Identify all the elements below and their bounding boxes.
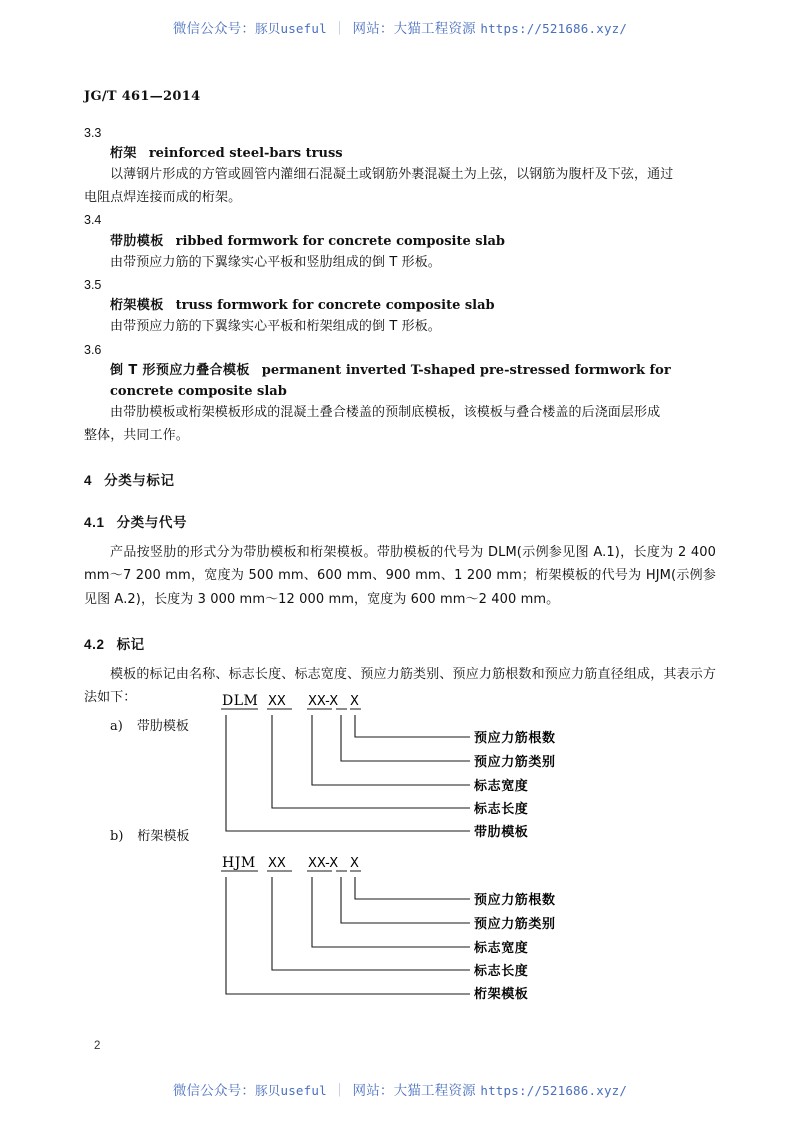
- dlm-callout-0: 预应力筋根数: [474, 731, 556, 746]
- designation-diagram-hjm: [0, 848, 800, 1003]
- dlm-field-length: XX: [268, 694, 286, 709]
- section-title-4: 分类与标记: [104, 472, 175, 489]
- section-number-4: 4: [84, 472, 93, 488]
- paragraph-4-2: 模板的标记由名称、标志长度、标志宽度、预应力筋类别、预应力筋根数和预应力筋直径组成，其表示方法如下：: [84, 667, 716, 706]
- term-heading-3-5: [84, 295, 716, 316]
- watermark-wechat-label: 微信公众号：: [172, 21, 256, 37]
- hjm-field-count: X: [350, 856, 359, 871]
- section-title-4-2: 标记: [116, 637, 145, 654]
- hjm-callout-1: 预应力筋类别: [474, 917, 556, 932]
- dlm-code-text: DLM: [222, 693, 259, 709]
- watermark-bottom-site-value: 大猫工程资源: [393, 1083, 476, 1099]
- watermark-bottom-wechat-value: 豚贝useful: [255, 1083, 327, 1098]
- hjm-callout-2: 标志宽度: [474, 941, 529, 956]
- term-en-3-3: reinforced steel-bars truss: [148, 146, 343, 162]
- designation-diagram-dlm-svg: [0, 688, 800, 838]
- watermark-bottom-url: https://521686.xyz/: [480, 1083, 628, 1098]
- dlm-callout-1: 预应力筋类别: [474, 755, 556, 770]
- hjm-callout-4: 桁架模板: [474, 987, 529, 1002]
- hjm-callout-3: 标志长度: [474, 964, 529, 979]
- clause-number-3-3: 3.3: [84, 126, 102, 140]
- term-cn-3-4: 带肋模板: [110, 233, 164, 249]
- list-marker-b: b): [110, 829, 124, 844]
- section-heading-4-2: [84, 633, 716, 653]
- dlm-callout-2: 标志宽度: [474, 779, 529, 794]
- body-column: [84, 122, 716, 738]
- dlm-callout-3: 标志长度: [474, 802, 529, 817]
- dlm-callout-4: 带肋模板: [474, 825, 529, 838]
- section-title-4-1: 分类与代号: [116, 514, 188, 531]
- designation-diagram-hjm-svg: [0, 848, 800, 1003]
- watermark-site-value: 大猫工程资源: [393, 21, 476, 37]
- watermark-top: [0, 17, 800, 37]
- term-definition-3-3-line2: 电阻点焊连接而成的桁架。: [84, 189, 242, 205]
- list-label-a: 带肋模板: [136, 718, 189, 734]
- watermark-bottom-separator: ｜: [332, 1083, 347, 1099]
- term-cn-3-3: 桁架: [110, 146, 137, 162]
- watermark-url: https://521686.xyz/: [480, 21, 628, 36]
- term-heading-3-4: [84, 231, 716, 252]
- term-definition-3-6-line2: 整体，共同工作。: [84, 427, 189, 443]
- dlm-leader-lines: [226, 715, 470, 831]
- hjm-code-text: HJM: [222, 855, 256, 871]
- list-item-b-wrap: [84, 826, 716, 848]
- watermark-wechat-value: 豚贝useful: [255, 21, 327, 36]
- term-definition-3-6-line1: 由带肋模板或桁架模板形成的混凝土叠合楼盖的预制底模板，该模板与叠合楼盖的后浇面层形成: [110, 405, 661, 421]
- dlm-field-count: X: [350, 694, 359, 709]
- hjm-field-width-type: XX-X: [308, 856, 339, 871]
- list-label-b: 桁架模板: [137, 829, 190, 844]
- watermark-bottom-wechat-label: 微信公众号：: [172, 1083, 256, 1099]
- page-number: 2: [94, 1040, 101, 1052]
- section-heading-4-1: [84, 511, 716, 531]
- clause-number-3-6: 3.6: [84, 342, 102, 357]
- paragraph-4-1: 产品按竖肋的形式分为带肋模板和桁架模板。带肋模板的代号为 DLM(示例参见图 A.1)，长度为 2 400 mm～7 200 mm，宽度为 500 mm、600 mm、900 mm、1 200 mm；桁架模板的代号为 HJM(示例参见图 A.2)，长度为 3 000 mm～12 000 mm，宽度为 600 mm～2 400 mm。: [84, 544, 716, 607]
- term-en-3-5: truss formwork for concrete composite slab: [175, 298, 495, 314]
- watermark-site-label: 网站：: [352, 21, 394, 37]
- dlm-field-width-type: XX-X: [308, 694, 339, 709]
- term-cn-3-6: 倒 T 形预应力叠合模板: [110, 363, 250, 379]
- list-item-b: [84, 826, 716, 848]
- term-heading-3-6: [84, 360, 716, 402]
- watermark-bottom-site-label: 网站：: [352, 1083, 394, 1099]
- section-number-4-2: 4.2: [84, 637, 105, 653]
- term-definition-3-5: 由带预应力筋的下翼缘实心平板和桁架组成的倒 T 形板。: [110, 319, 441, 335]
- clause-number-3-5: 3.5: [84, 277, 102, 292]
- clause-number-3-4: 3.4: [84, 213, 102, 228]
- hjm-field-length: XX: [268, 856, 286, 871]
- section-heading-4: [84, 469, 716, 489]
- designation-diagram-dlm: [0, 688, 800, 838]
- section-number-4-1: 4.1: [84, 514, 105, 530]
- hjm-leader-lines: [226, 877, 470, 994]
- hjm-callout-0: 预应力筋根数: [474, 893, 556, 908]
- watermark-bottom: [0, 1079, 800, 1099]
- term-cn-3-5: 桁架模板: [110, 298, 164, 314]
- term-en-3-4: ribbed formwork for concrete composite slab: [175, 233, 506, 249]
- term-heading-3-3: [84, 143, 716, 164]
- list-marker-a: a): [110, 718, 123, 734]
- term-definition-3-4: 由带预应力筋的下翼缘实心平板和竖肋组成的倒 T 形板。: [110, 254, 441, 270]
- standard-number: JG/T 461—2014: [84, 89, 201, 104]
- watermark-separator: ｜: [332, 21, 347, 37]
- term-en-3-6: permanent inverted T-shaped pre-stressed formwork for concrete composite slab: [110, 363, 671, 400]
- term-definition-3-3-line1: 以薄钢片形成的方管或圆管内灌细石混凝土或钢筋外裹混凝土为上弦，以钢筋为腹杆及下弦，通过: [110, 167, 674, 183]
